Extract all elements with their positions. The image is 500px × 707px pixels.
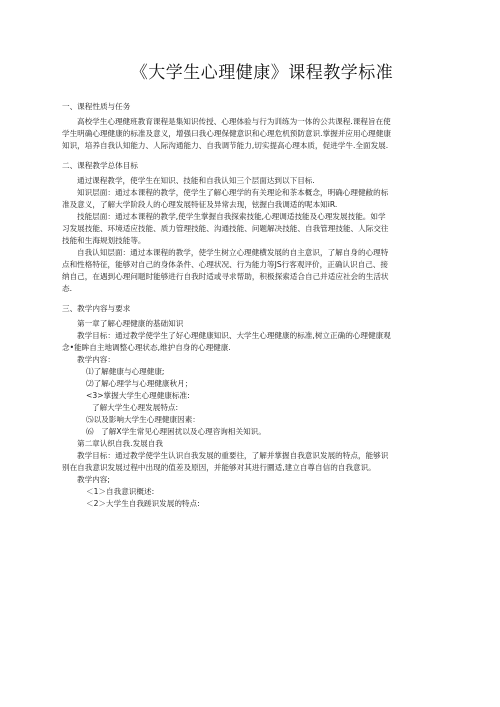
section-heading: 一、课程性质与任务 — [62, 102, 131, 111]
paragraph-line: 技能和生海规划技能等。 — [62, 236, 146, 245]
paragraph-line: 念•能眸自主地调整心理状态,维护自身的心理健康. — [62, 343, 231, 352]
paragraph-line: 点和性格特征，能够对自己的身体条件、心理状况、行为能力等JS行客观评价，正确认识自己、接 — [62, 260, 388, 269]
paragraph-line: 通过课程教学，使学生在知识、技能和自我认知三个层面达到以下目标. — [77, 176, 315, 185]
chapter-title: 第二章认织自我.发展自我 — [77, 439, 163, 448]
list-item: ＜1＞自我意识概述: — [86, 487, 155, 496]
document-title: 《大学生心理健康》课程教学标准 — [130, 63, 394, 83]
paragraph-line: 习发展技能、环境适应技能、质力管理技能、沟通技能、问题解决技能、自我管理技能、人际交往 — [62, 224, 389, 233]
paragraph-line: 高校学生心理健班教育课程是集知识传授、心理体验与行为训练为一体的公共课程.课程旨在使 — [77, 117, 391, 126]
list-item: 了解大学生心理发展特点: — [92, 403, 179, 412]
list-item: <3>掌握大学生心理健康标准: — [86, 391, 190, 400]
paragraph-line: 别在自我意识发展过程中出现的值差及原因，并能够对其进行圜适,建立自尊自信的自我意识。 — [62, 463, 376, 472]
paragraph-line: 自我认知层面：通过本课程的教学，使学生树立心理健横发展的自主意识，了解自身的心理特 — [77, 248, 389, 257]
paragraph-line: 学生明确心理健康的标准及意义，增强曰我心理保健意识和心理危机预防意识.掌握并应用心理健康 — [62, 129, 391, 138]
paragraph-line: 技能层面：通过本课程的教学,使学生掌握自我探索技能,心理调适技能及心理发展技能。如学 — [77, 212, 386, 221]
chapter-title: 第一章了解心理健康的基础知识 — [77, 319, 184, 328]
content-label: 教学内容; — [77, 475, 110, 484]
content-label: 教学内容： — [77, 355, 115, 364]
list-item: ＜2＞大学生自我蹉识发展的特点: — [86, 499, 200, 508]
paragraph-line: 教学目标：通过教学使学生了好心理健康知识、大学生心理健康的标准,树立正确的心理健康观 — [77, 331, 391, 340]
paragraph-line: 教学目标：通过教学使学生认识自我发展的重要往，了解并掌握自我意识发展的特点，能够识 — [77, 451, 389, 460]
paragraph-line: 纳自己，在遇到心理问题时能够进行自我时适或寻求帮助，积极探索适合自己并适应社会的生活状 — [62, 272, 389, 281]
section-heading: 三、教学内容与要求 — [62, 304, 131, 313]
list-item: ⑸以及影响大学生心理健康因素： — [86, 415, 200, 424]
list-item: ⑵了解心理学与心理健康秋月； — [86, 379, 193, 388]
paragraph-line: 态. — [62, 284, 73, 293]
list-item: ⑴了解健康与心理健康; — [86, 367, 165, 376]
section-heading: 二、课程教学总体目标 — [62, 161, 138, 170]
paragraph-line: 知识，培养自我认知能力、人际沟通能力、自我调节能力,切实提高心理本质，促进学牛.全面发展. — [62, 141, 389, 150]
paragraph-line: 准及意义，了解大学阶段人的心理发展特征及异常去现，铉握白我调适的呢本知iR. — [62, 200, 338, 209]
list-item: ⑹ 了解X学生常见心理困扰以及心理咨询相关知识。 — [86, 427, 266, 436]
paragraph-line: 知识层面：通过本课程的教学，使学生了解心理学的有关理论和茶本概念，明确心理健敝的标 — [77, 188, 389, 197]
